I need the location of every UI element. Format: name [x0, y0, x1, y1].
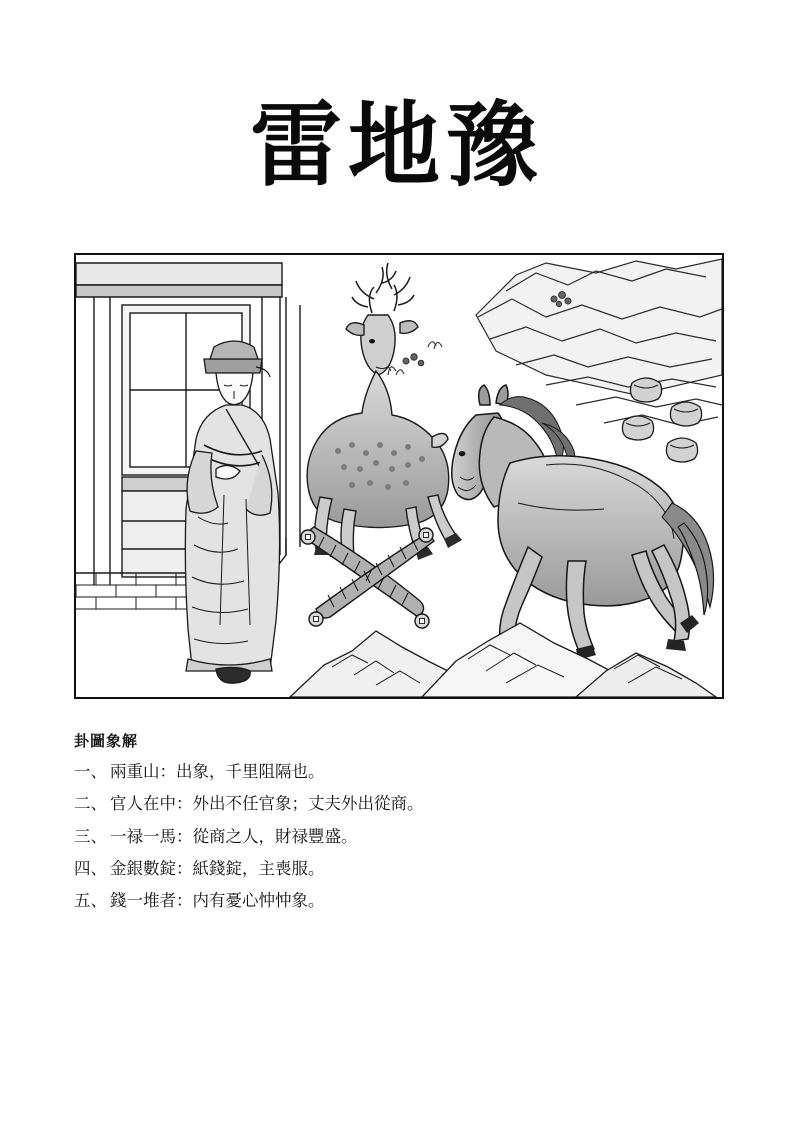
caption-block [74, 730, 720, 925]
caption-line-4 [74, 860, 720, 877]
caption-line-3-number: 三、 [74, 826, 107, 846]
caption-line-1-text: 兩重山：出象，千里阻隔也。 [110, 762, 325, 781]
caption-line-5 [74, 892, 720, 909]
caption-line-5-text: 錢一堆者：内有憂心忡忡象。 [110, 891, 325, 911]
caption-heading: 卦圖象解 [74, 732, 139, 750]
caption-line-1-number: 一、 [74, 762, 107, 781]
caption-line-1 [74, 763, 720, 780]
caption-line-3 [74, 828, 720, 845]
caption-line-5-number: 五、 [74, 891, 107, 911]
caption-line-2-number: 二、 [74, 794, 107, 814]
caption-line-2-text: 官人在中：外出不任官象；丈夫外出從商。 [110, 794, 424, 814]
page-title: 雷地豫 [249, 92, 544, 199]
caption-line-4-text: 金銀數錠：紙錢錠，主喪服。 [110, 858, 325, 878]
hexagram-illustration [74, 253, 724, 699]
caption-line-4-number: 四、 [74, 858, 107, 878]
caption-line-3-text: 一禄一馬：從商之人，財禄豐盛。 [110, 826, 358, 846]
caption-line-2 [74, 795, 720, 812]
